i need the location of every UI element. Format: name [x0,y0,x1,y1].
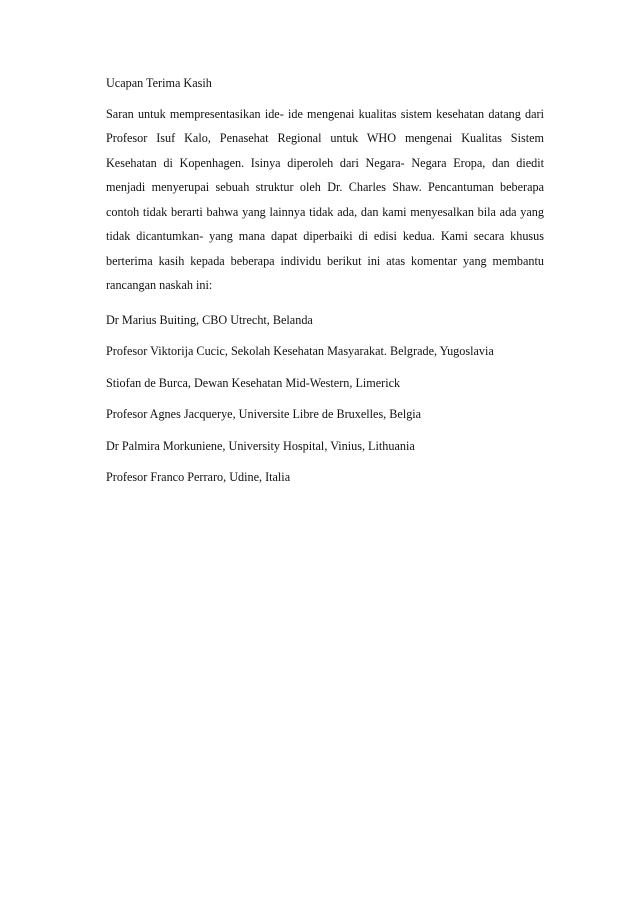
acknowledgement-list [106,308,544,497]
list-item: Profesor Viktorija Cucic, Sekolah Kesehatan Masyarakat. Belgrade, Yugoslavia [106,344,494,358]
document-body [106,71,544,497]
acknowledgement-paragraph: Saran untuk mempresentasikan ide- ide mengenai kualitas sistem kesehatan datang dari Profesor Isuf Kalo, Penasehat Regional untuk WHO mengenai Kualitas Sistem Kesehatan di Kopenhagen. Isinya diperoleh dari Negara- Negara Eropa, dan diedit menjadi menyerupai sebuah struktur oleh Dr. Charles Shaw. Pencantuman beberapa contoh tidak berarti bahwa yang lainnya tidak ada, dan kami menyesalkan bila ada yang tidak dicantumkan- yang mana dapat diperbaiki di edisi kedua. Kami secara khusus berterima kasih kepada beberapa individu berikut ini atas komentar yang membantu rancangan naskah ini: [106,106,544,292]
list-item: Stiofan de Burca, Dewan Kesehatan Mid-Western, Limerick [106,375,401,390]
page-title: Ucapan Terima Kasih [106,76,212,90]
list-item: Dr Marius Buiting, CBO Utrecht, Belanda [106,312,313,327]
list-item: Profesor Franco Perraro, Udine, Italia [106,470,291,484]
list-item: Profesor Agnes Jacquerye, Universite Libre de Bruxelles, Belgia [106,407,422,421]
list-item: Dr Palmira Morkuniene, University Hospital, Vinius, Lithuania [106,438,415,453]
